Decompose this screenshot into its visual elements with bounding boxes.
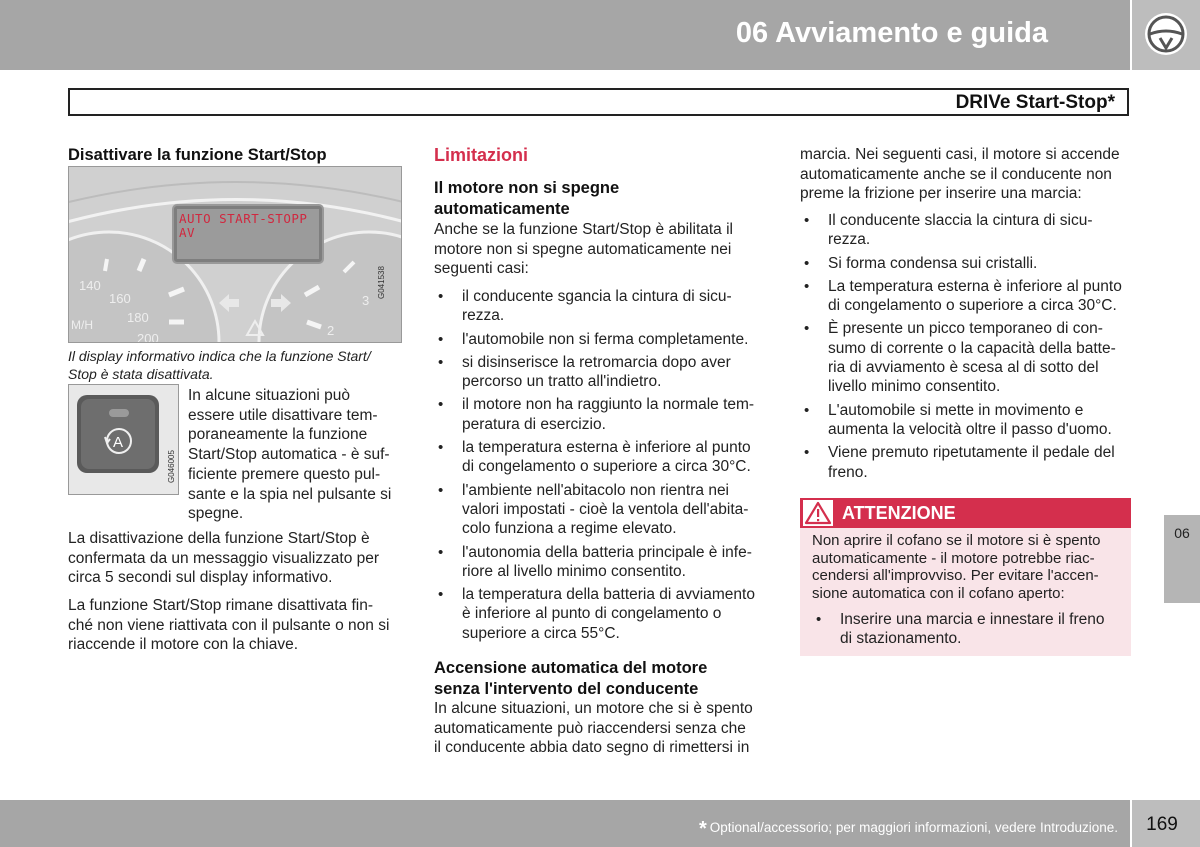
text-line: Viene premuto ripetutamente il pedale del <box>828 444 1115 462</box>
warning-triangle-icon <box>803 500 833 526</box>
text-line: livello minimo consentito. <box>828 378 1001 396</box>
chapter-tab-label: 06 <box>1174 525 1190 541</box>
text-line: di stazionamento. <box>840 630 962 647</box>
text-line: il conducente abbia dato segno di rimettersi in <box>434 739 750 757</box>
text-line: ria di avviamento è scesa al di sotto del <box>828 359 1099 377</box>
col2-intro <box>434 220 774 279</box>
chapter-icon-box <box>1132 0 1200 70</box>
text-line: l'automobile non si ferma completamente. <box>462 330 749 348</box>
col1-heading: Disattivare la funzione Start/Stop <box>68 146 327 164</box>
svg-text:A: A <box>113 434 124 451</box>
text-line: spegne. <box>188 505 244 523</box>
text-line: Inserire una marcia e innestare il freno <box>840 611 1105 628</box>
text-line: superiore a circa 55°C. <box>462 624 620 642</box>
text-line: circa 5 secondi sul display informativo. <box>68 569 333 587</box>
subheading-auto-restart <box>434 658 774 700</box>
auto-start-stop-button-icon <box>69 385 179 495</box>
text-line: valori impostati - cioè la ventola dell'abita- <box>462 500 749 518</box>
start-stop-button-figure <box>68 384 179 495</box>
text-line: di congelamento o superiore a circa 30°C. <box>462 458 751 476</box>
text-line: La funzione Start/Stop rimane disattivata fin- <box>68 597 373 614</box>
gauge-number: 180 <box>127 310 149 325</box>
text-line: riore al livello minimo consentito. <box>462 562 686 580</box>
footnote-asterisk: * <box>698 818 707 840</box>
list-item: • il conducente sgancia la cintura di sicu- rezza. <box>434 287 774 326</box>
section-title-box <box>68 88 1129 116</box>
page-number-box <box>1132 800 1200 847</box>
text-line: marcia. Nei seguenti casi, il motore si accende <box>800 146 1120 163</box>
list-item: • È presente un picco temporaneo di con- sumo di corrente o la capacità della batte- ria di avviamento è scesa al di sotto del livello minimo consentito. <box>800 319 1140 396</box>
col2-para <box>434 699 774 758</box>
text-line: l'autonomia della batteria principale è infe- <box>462 543 752 561</box>
list-item: • L'automobile si mette in movimento e aumenta la velocità oltre il passo d'uomo. <box>800 401 1140 440</box>
list-item: • il motore non ha raggiunto la normale tem- peratura di esercizio. <box>434 395 774 434</box>
text-line: aumenta la velocità oltre il passo d'uomo. <box>828 420 1112 438</box>
text-line: Start/Stop automatica - è suf- <box>188 446 390 464</box>
col1-para1 <box>188 386 404 524</box>
page-number: 169 <box>1146 814 1178 835</box>
display-line-2: AV <box>179 225 196 240</box>
text-line: rezza. <box>462 307 505 325</box>
chapter-tab <box>1164 515 1200 603</box>
text-line: peratura di esercizio. <box>462 415 606 433</box>
no-stop-list <box>434 287 774 647</box>
text-line: poraneamente la funzione <box>188 426 368 444</box>
text-line: Il conducente slaccia la cintura di sicu- <box>828 212 1093 229</box>
text-line: Non aprire il cofano se il motore si è spento <box>812 532 1101 549</box>
text-line: Si forma condensa sui cristalli. <box>828 254 1038 272</box>
figure-code: G041538 <box>377 266 386 299</box>
warning-list <box>812 610 1127 652</box>
text-line: sante e la spia nel pulsante si <box>188 485 392 503</box>
auto-restart-list <box>800 211 1140 486</box>
limitations-heading: Limitazioni <box>434 145 528 165</box>
text-line: seguenti casi: <box>434 260 529 278</box>
instrument-cluster-illustration <box>69 167 402 343</box>
gauge-number: 200 <box>137 331 159 344</box>
text-line: si disinserisce la retromarcia dopo aver <box>462 353 731 371</box>
text-line: rezza. <box>828 231 871 249</box>
text-line: la temperatura esterna è inferiore al punto <box>462 439 751 457</box>
gauge-number: 3 <box>362 293 370 308</box>
text-line: la temperatura della batteria di avviamento <box>462 586 755 604</box>
text-line: confermata da un messaggio visualizzato per <box>68 549 380 567</box>
text-line: motore non si spegne automaticamente nei <box>434 240 732 258</box>
list-item: • l'automobile non si ferma completamente. <box>434 330 774 349</box>
text-line: cendersi all'improvviso. Per evitare l'accen- <box>812 567 1099 584</box>
text-line: automaticamente anche se il conducente non <box>800 165 1112 183</box>
text-line: In alcune situazioni può <box>188 387 351 404</box>
display-message <box>179 212 307 240</box>
chapter-title: 06 Avviamento e guida <box>735 17 1048 49</box>
text-line: riaccende il motore con la chiave. <box>68 636 299 654</box>
header-bar <box>0 0 1130 70</box>
text-line: il conducente sgancia la cintura di sicu- <box>462 288 732 305</box>
text-line: il motore non ha raggiunto la normale tem- <box>462 396 755 414</box>
list-item: • Si forma condensa sui cristalli. <box>800 254 1140 273</box>
warning-title: ATTENZIONE <box>842 503 956 523</box>
list-item: • l'autonomia della batteria principale è infe- riore al livello minimo consentito. <box>434 543 774 582</box>
text-line: sumo di corrente o la capacità della batte- <box>828 339 1116 357</box>
text-line: Il motore non si spegne <box>434 179 620 197</box>
list-item: • La temperatura esterna è inferiore al punto di congelamento o superiore a circa 30°C. <box>800 277 1140 316</box>
gauge-number: 160 <box>109 291 131 306</box>
text-line: essere utile disattivare tem- <box>188 406 378 424</box>
list-item: • la temperatura della batteria di avviamento è inferiore al punto di congelamento o superiore a circa 55°C. <box>434 585 774 643</box>
text-line: ficiente premere questo pul- <box>188 465 381 483</box>
text-line: L'automobile si mette in movimento e <box>828 401 1084 419</box>
display-line-1: AUTO START-STOPP <box>179 211 308 226</box>
list-item: • Inserire una marcia e innestare il freno di stazionamento. <box>812 610 1127 648</box>
gauge-number: 2 <box>327 323 335 338</box>
instrument-display-figure <box>68 166 402 343</box>
text-line: Accensione automatica del motore <box>434 659 708 677</box>
footnote-text: Optional/accessorio; per maggiori informazioni, vedere Introduzione. <box>709 820 1118 835</box>
gauge-number: 140 <box>79 278 101 293</box>
list-item: • si disinserisce la retromarcia dopo aver percorso un tratto all'indietro. <box>434 353 774 392</box>
text-line: automaticamente - il motore potrebbe riac- <box>812 549 1095 567</box>
text-line: di congelamento o superiore a circa 30°C. <box>828 297 1117 315</box>
subheading-no-stop <box>434 178 774 220</box>
text-line: freno. <box>828 463 868 481</box>
text-line: l'ambiente nell'abitacolo non rientra nei <box>462 481 730 499</box>
footer-bar <box>0 800 1130 847</box>
figure-caption: Il display informativo indica che la funzione Start/ Stop è stata disattivata. <box>68 348 371 382</box>
steering-wheel-icon <box>1132 0 1200 70</box>
text-line: è inferiore al punto di congelamento o <box>462 605 722 623</box>
list-item: • la temperatura esterna è inferiore al punto di congelamento o superiore a circa 30°C. <box>434 438 774 477</box>
text-line: La temperatura esterna è inferiore al punto <box>828 277 1122 295</box>
section-title: DRIVe Start-Stop* <box>955 92 1115 113</box>
list-item: • Viene premuto ripetutamente il pedale del freno. <box>800 443 1140 482</box>
text-line: automaticamente può riaccendersi senza che <box>434 719 746 737</box>
warning-body <box>800 528 1131 656</box>
col1-para2 <box>68 529 408 588</box>
footer-note <box>699 818 1118 841</box>
text-line: percorso un tratto all'indietro. <box>462 373 662 391</box>
col3-intro <box>800 145 1140 204</box>
list-item: • Il conducente slaccia la cintura di sicu- rezza. <box>800 211 1140 250</box>
text-line: In alcune situazioni, un motore che si è spento <box>434 700 753 717</box>
text-line: colo funziona a regime elevato. <box>462 520 677 538</box>
text-line: È presente un picco temporaneo di con- <box>828 320 1103 338</box>
warning-header <box>800 498 1131 528</box>
warning-text <box>812 532 1127 602</box>
text-line: preme la frizione per inserire una marcia: <box>800 185 1082 203</box>
figure2-code <box>167 471 176 483</box>
text-line: La disattivazione della funzione Start/Stop è <box>68 530 370 547</box>
gauge-unit: M/H <box>71 318 93 332</box>
list-item: • l'ambiente nell'abitacolo non rientra nei valori impostati - cioè la ventola dell'abita- colo funziona a regime elevato. <box>434 481 774 539</box>
text-line: automaticamente <box>434 200 570 218</box>
col1-para3 <box>68 596 408 655</box>
text-line: sione automatica con il cofano aperto: <box>812 584 1065 602</box>
text-line: senza l'intervento del conducente <box>434 680 699 698</box>
text-line: Anche se la funzione Start/Stop è abilitata il <box>434 221 733 238</box>
text-line: ché non viene riattivata con il pulsante o non si <box>68 616 390 634</box>
